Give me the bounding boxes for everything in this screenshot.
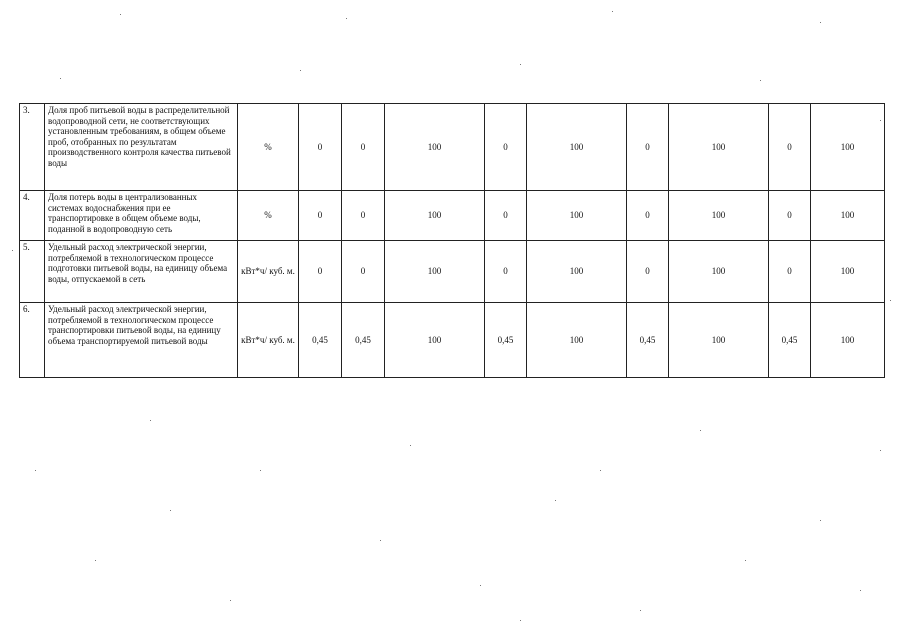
scan-speck (760, 80, 761, 81)
value-cell: 0 (485, 241, 527, 303)
scan-speck (300, 70, 301, 71)
indicator-name: Доля потерь воды в централизованных системах водоснабжения при ее транспортировке в общем объеме воды, поданной в водопроводную сеть (45, 191, 238, 241)
value-cell: 0 (485, 104, 527, 191)
row-number: 5. (20, 241, 45, 303)
table-body (20, 104, 885, 378)
scan-speck (555, 500, 556, 501)
scan-speck (60, 78, 61, 79)
unit-cell: кВт*ч/ куб. м. (238, 241, 299, 303)
row-number: 6. (20, 303, 45, 378)
value-cell: 100 (811, 104, 885, 191)
value-cell: 100 (385, 241, 485, 303)
value-cell: 0 (627, 104, 669, 191)
scan-speck (880, 120, 881, 121)
table-row (20, 104, 885, 191)
value-cell: 0,45 (485, 303, 527, 378)
value-cell: 0,45 (627, 303, 669, 378)
scan-speck (12, 250, 13, 251)
scan-speck (860, 590, 861, 591)
scan-speck (120, 14, 121, 15)
scan-speck (880, 450, 881, 451)
value-cell: 0 (485, 191, 527, 241)
value-cell: 100 (385, 303, 485, 378)
value-cell: 100 (669, 241, 769, 303)
table-row (20, 191, 885, 241)
scan-speck (520, 620, 521, 621)
scan-speck (640, 610, 641, 611)
scan-speck (745, 560, 746, 561)
scan-speck (820, 520, 821, 521)
value-cell: 0 (342, 191, 385, 241)
scan-speck (600, 470, 601, 471)
row-number: 3. (20, 104, 45, 191)
value-cell: 100 (527, 303, 627, 378)
scan-speck (890, 300, 891, 301)
indicator-name: Удельный расход электрической энергии, потребляемой в технологическом процессе транспортировки питьевой воды, на единицу объема транспортируемой питьевой воды (45, 303, 238, 378)
scan-speck (170, 510, 171, 511)
value-cell: 0,45 (769, 303, 811, 378)
value-cell: 0 (299, 104, 342, 191)
value-cell: 0 (342, 104, 385, 191)
value-cell: 0,45 (299, 303, 342, 378)
scan-speck (260, 470, 261, 471)
value-cell: 100 (527, 104, 627, 191)
scan-speck (346, 18, 347, 19)
value-cell: 0 (342, 241, 385, 303)
scan-speck (700, 430, 701, 431)
value-cell: 100 (385, 191, 485, 241)
scan-speck (35, 470, 36, 471)
value-cell: 100 (811, 303, 885, 378)
scan-speck (520, 64, 521, 65)
value-cell: 0 (769, 241, 811, 303)
value-cell: 0 (769, 191, 811, 241)
value-cell: 0 (769, 104, 811, 191)
scan-speck (820, 22, 821, 23)
value-cell: 100 (385, 104, 485, 191)
value-cell: 100 (811, 191, 885, 241)
indicator-name: Доля проб питьевой воды в распределительной водопроводной сети, не соответствующих установленным требованиям, в общем объеме проб, отобранных по результатам производственного контроля качества питьевой воды (45, 104, 238, 191)
value-cell: 100 (669, 303, 769, 378)
scan-speck (95, 560, 96, 561)
scan-speck (480, 585, 481, 586)
table-row (20, 241, 885, 303)
value-cell: 100 (811, 241, 885, 303)
unit-cell: % (238, 104, 299, 191)
indicator-name: Удельный расход электрической энергии, потребляемой в технологическом процессе подготовки питьевой воды, на единицу объема воды, отпускаемой в сеть (45, 241, 238, 303)
table-row (20, 303, 885, 378)
scan-speck (380, 540, 381, 541)
value-cell: 0 (299, 241, 342, 303)
unit-cell: % (238, 191, 299, 241)
value-cell: 100 (669, 104, 769, 191)
value-cell: 0 (627, 191, 669, 241)
value-cell: 100 (669, 191, 769, 241)
value-cell: 100 (527, 191, 627, 241)
scan-speck (150, 420, 151, 421)
value-cell: 0,45 (342, 303, 385, 378)
value-cell: 0 (299, 191, 342, 241)
scan-speck (230, 600, 231, 601)
unit-cell: кВт*ч/ куб. м. (238, 303, 299, 378)
scan-speck (410, 445, 411, 446)
value-cell: 0 (627, 241, 669, 303)
scan-speck (612, 11, 613, 12)
indicators-table (19, 103, 885, 378)
row-number: 4. (20, 191, 45, 241)
value-cell: 100 (527, 241, 627, 303)
